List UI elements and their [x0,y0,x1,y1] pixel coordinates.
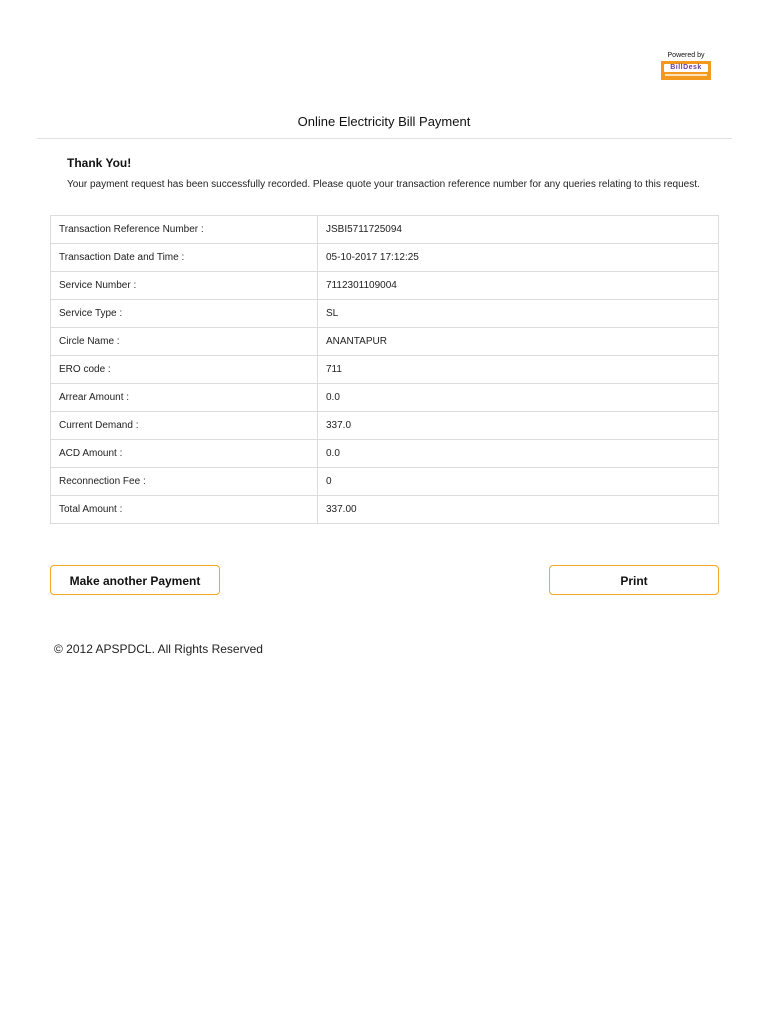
transaction-reference-label: Transaction Reference Number : [51,216,318,244]
acd-amount-label: ACD Amount : [51,440,318,468]
table-row [51,440,719,468]
logo-tagline-bar [665,74,707,76]
page-title: Online Electricity Bill Payment [297,114,471,129]
transaction-date-label: Transaction Date and Time : [51,244,318,272]
table-row [51,328,719,356]
transaction-reference-value: JSBI5711725094 [318,216,719,244]
service-number-label: Service Number : [51,272,318,300]
ero-code-label: ERO code : [51,356,318,384]
ero-code-value: 711 [318,356,719,384]
billdesk-badge [661,61,711,80]
arrear-amount-label: Arrear Amount : [51,384,318,412]
current-demand-label: Current Demand : [51,412,318,440]
copyright-footer: © 2012 APSPDCL. All Rights Reserved [54,642,263,656]
transaction-date-value: 05-10-2017 17:12:25 [318,244,719,272]
total-amount-value: 337.00 [318,496,719,524]
table-row [51,216,719,244]
circle-name-label: Circle Name : [51,328,318,356]
acd-amount-value: 0.0 [318,440,719,468]
title-divider [37,138,732,139]
table-row [51,384,719,412]
print-button[interactable]: Print [549,565,719,595]
table-row [51,300,719,328]
transaction-details-table [50,215,719,524]
make-another-payment-button[interactable]: Make another Payment [50,565,220,595]
table-row [51,468,719,496]
table-row [51,244,719,272]
service-type-value: SL [318,300,719,328]
powered-by-label: Powered by [667,52,705,59]
table-row [51,496,719,524]
service-type-label: Service Type : [51,300,318,328]
billdesk-logo-text: BillDesk [664,64,708,72]
confirmation-message: Your payment request has been successfully recorded. Please quote your transaction reference number for any queries relating to this request. [67,179,700,190]
table-row [51,356,719,384]
billdesk-logo [657,51,715,83]
table-row [51,272,719,300]
arrear-amount-value: 0.0 [318,384,719,412]
service-number-value: 7112301109004 [318,272,719,300]
reconnection-fee-label: Reconnection Fee : [51,468,318,496]
reconnection-fee-value: 0 [318,468,719,496]
total-amount-label: Total Amount : [51,496,318,524]
circle-name-value: ANANTAPUR [318,328,719,356]
thank-you-heading: Thank You! [67,156,132,170]
current-demand-value: 337.0 [318,412,719,440]
table-row [51,412,719,440]
